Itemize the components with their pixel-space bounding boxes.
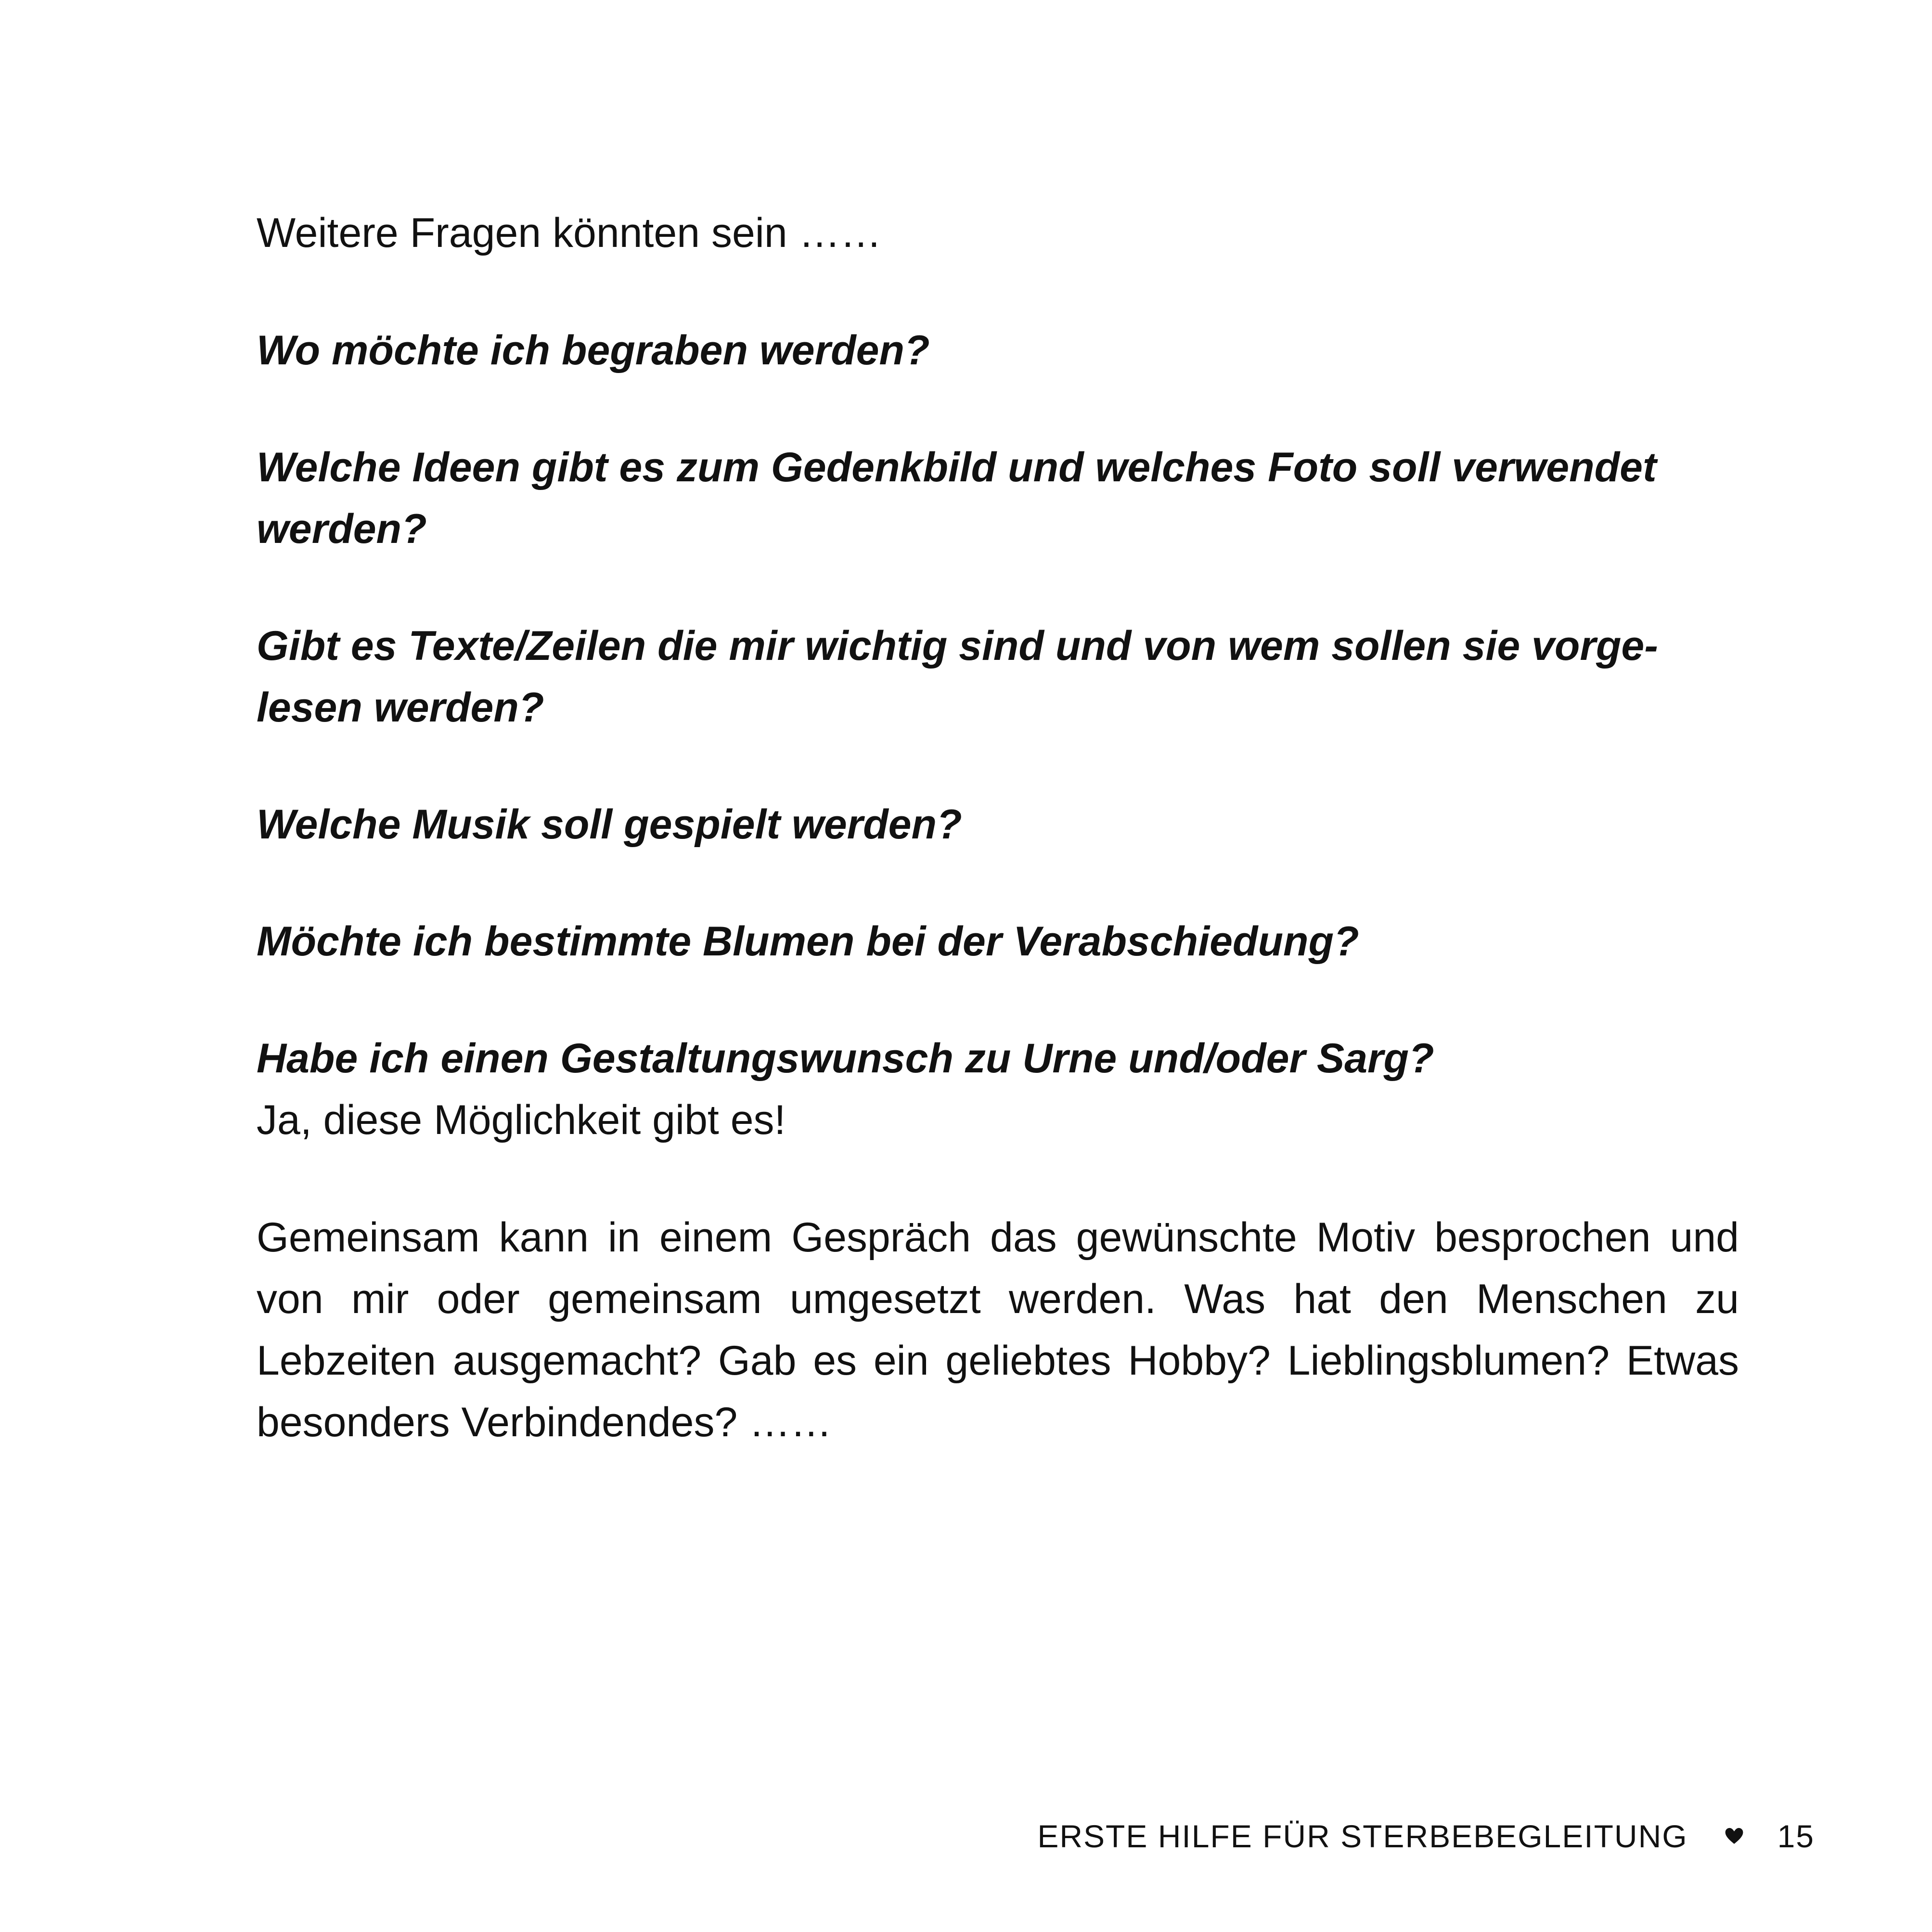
page-number: 15: [1777, 1818, 1815, 1854]
footer-title: ERSTE HILFE FÜR STERBEBEGLEITUNG: [1037, 1818, 1688, 1854]
question-urn-coffin-design: Habe ich einen Gestaltungswunsch zu Urne und/oder Sarg?: [257, 1035, 1434, 1082]
answer-text: Ja, diese Möglichkeit gibt es!: [257, 1097, 786, 1143]
body-paragraph: Gemeinsam kann in einem Gespräch das gewünschte Motiv besprochen und von mir oder gemeinsam umgesetzt werden. Was hat den Menschen zu Lebzeiten ausgemacht? Gab es ein geliebtes Hobby? Lieblingsblumen? Etwas besonders Verbindendes? ……: [257, 1214, 1739, 1445]
question-memorial-picture: Welche Ideen gibt es zum Gedenkbild und welches Foto soll verwendet werden?: [257, 444, 1657, 552]
question-burial-place: Wo möchte ich begraben werden?: [257, 327, 930, 374]
intro-text: Weitere Fragen könnten sein ……: [257, 210, 882, 256]
heart-icon: [1725, 1824, 1744, 1848]
question-texts-lines: Gibt es Texte/Zeilen die mir wichtig sind und von wem sollen sie vorge-lesen werden?: [257, 623, 1658, 731]
page-content: [257, 202, 1739, 1453]
page-footer: [1037, 1810, 1815, 1863]
question-music: Welche Musik soll gespielt werden?: [257, 801, 962, 848]
question-flowers: Möchte ich bestimmte Blumen bei der Verabschiedung?: [257, 918, 1359, 965]
